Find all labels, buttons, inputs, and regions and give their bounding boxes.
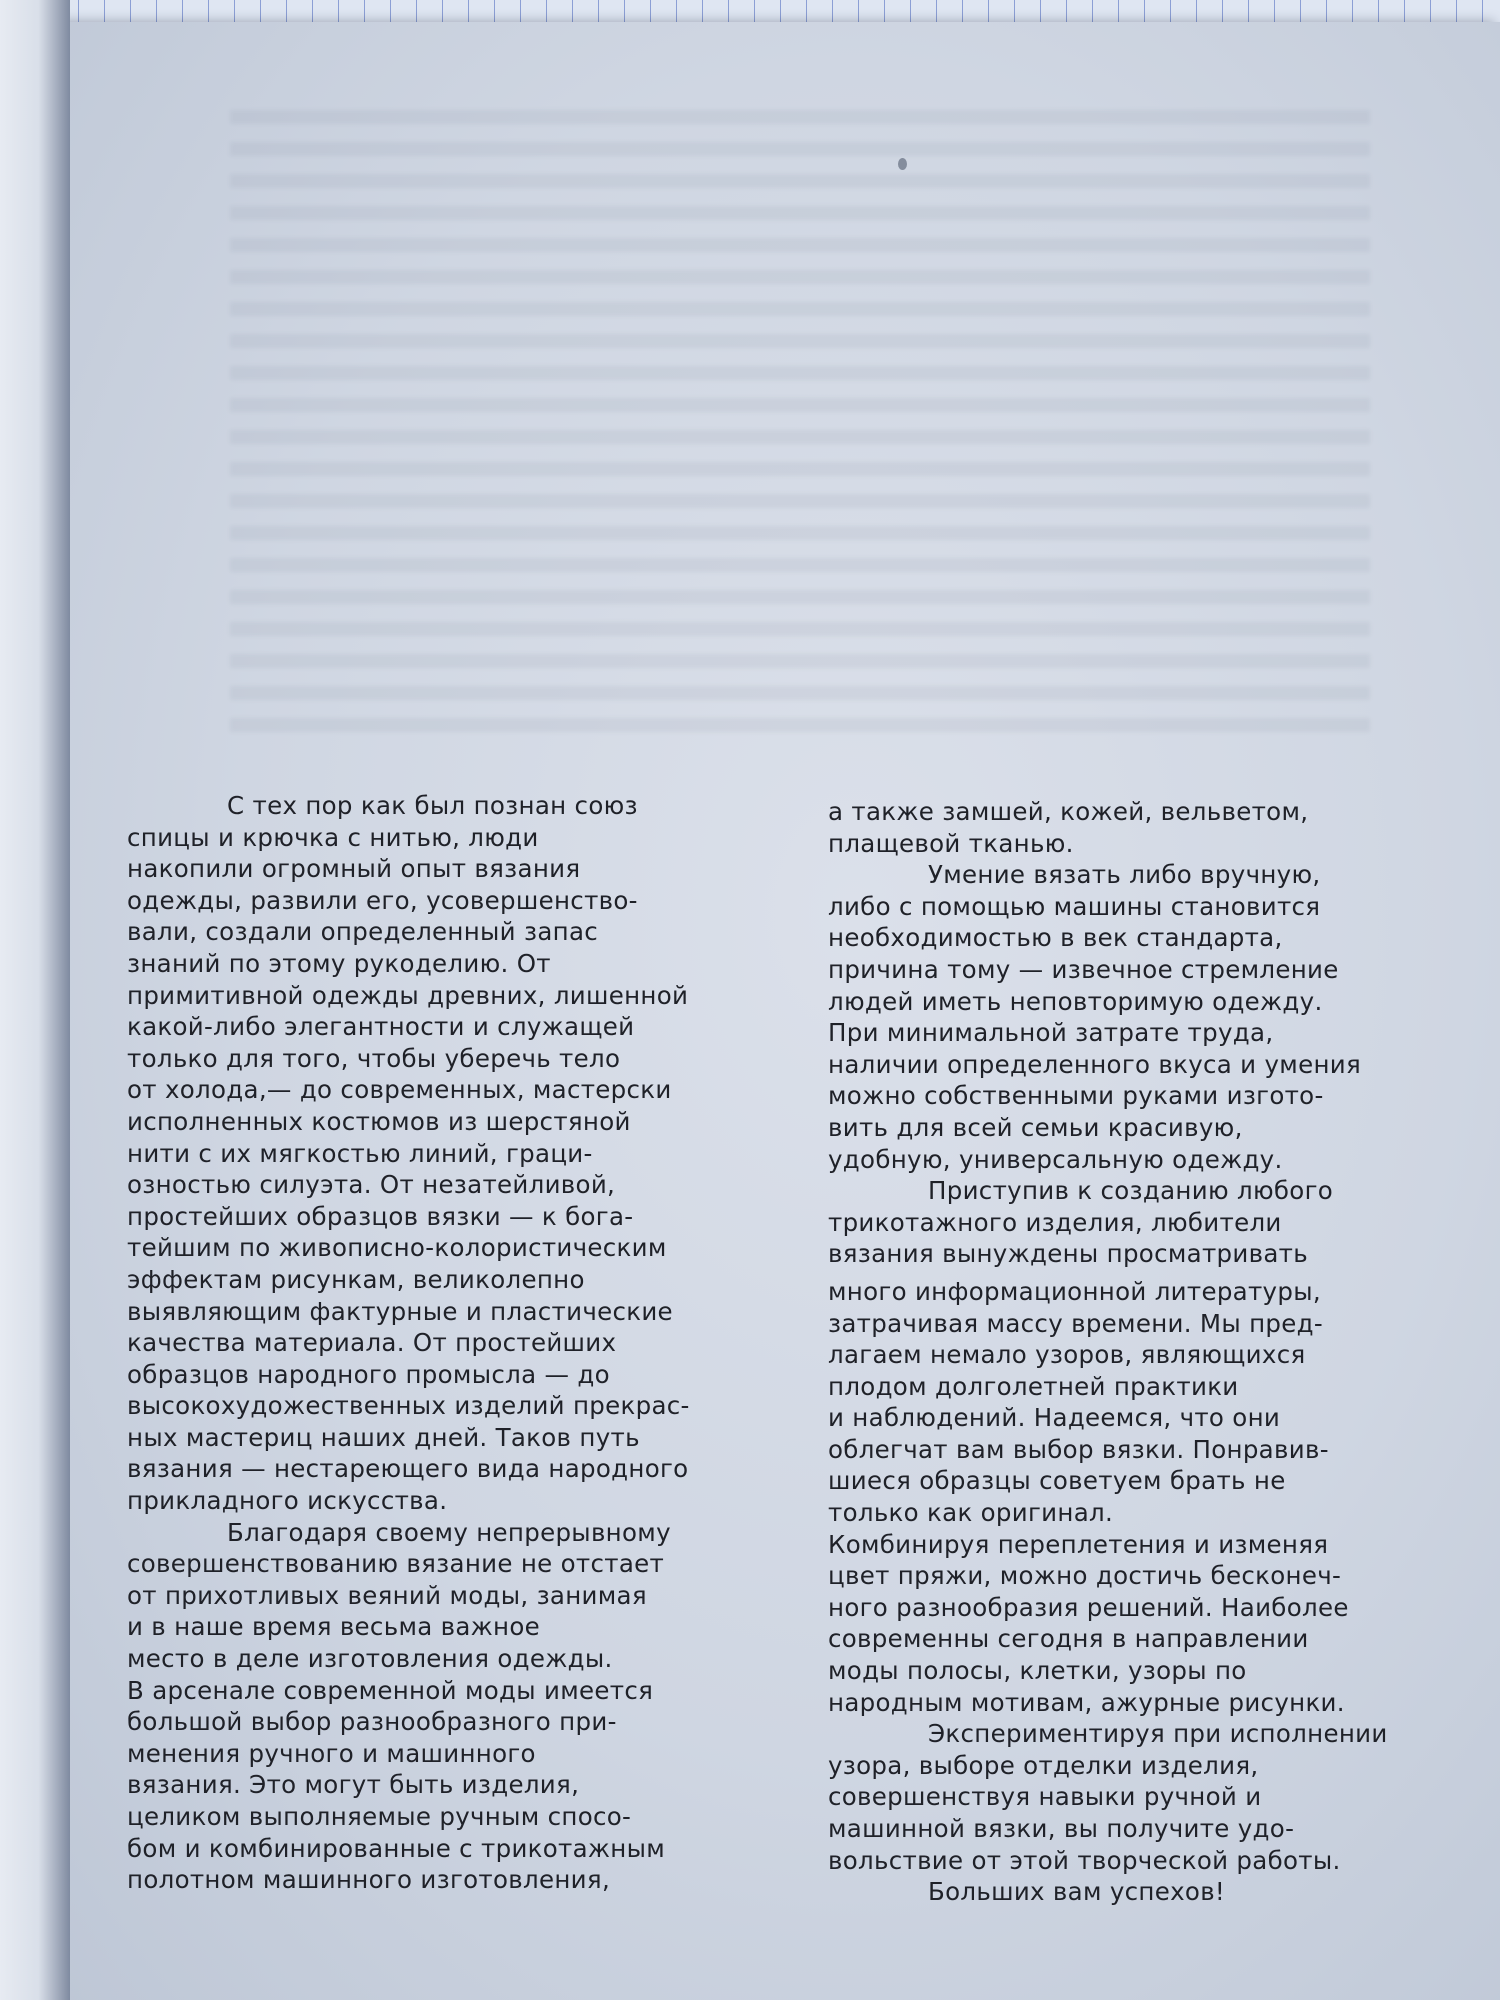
text-line: удобную, универсальную одежду.: [828, 1144, 1283, 1174]
text-line: причина тому — извечное стремление: [828, 954, 1339, 984]
text-line: можно собственными руками изгото-: [828, 1081, 1324, 1111]
text-line: тейшим по живописно-колористическим: [127, 1233, 667, 1263]
text-line: исполненных костюмов из шерстяной: [127, 1106, 631, 1136]
text-line: и в наше время весьма важное: [127, 1612, 541, 1642]
text-line: нити с их мягкостью линий, граци-: [127, 1138, 593, 1168]
text-line: цвет пряжи, можно достичь бесконеч-: [828, 1561, 1342, 1591]
text-line: В арсенале современной моды имеется: [127, 1675, 654, 1705]
text-line: менения ручного и машинного: [127, 1738, 536, 1768]
text-line: При минимальной затрате труда,: [828, 1018, 1274, 1048]
text-line: ного разнообразия решений. Наиболее: [828, 1592, 1349, 1622]
text-line: вали, создали определенный запас: [127, 917, 599, 947]
text-line: совершенствуя навыки ручной и: [828, 1782, 1262, 1812]
text-line: озностью силуэта. От незатейливой,: [127, 1170, 616, 1200]
text-line: трикотажного изделия, любители: [828, 1207, 1282, 1237]
text-line: спицы и крючка с нитью, люди: [127, 822, 539, 852]
text-line: совершенствованию вязание не отстает: [127, 1549, 665, 1579]
text-line: вольствие от этой творческой работы.: [828, 1845, 1341, 1875]
text-line: С тех пор как был познан союз: [227, 791, 638, 820]
text-line: плодом долголетней практики: [828, 1371, 1239, 1401]
text-line: людей иметь неповторимую одежду.: [828, 986, 1323, 1016]
text-line: примитивной одежды древних, лишенной: [127, 980, 689, 1010]
text-line: плащевой тканью.: [828, 828, 1074, 858]
text-line: шиеся образцы советуем брать не: [828, 1466, 1286, 1496]
text-line: вязания — нестареющего вида народного: [127, 1454, 689, 1484]
text-line: эффектам рисункам, великолепно: [127, 1264, 585, 1294]
text-line: необходимостью в век стандарта,: [828, 923, 1283, 953]
bleed-through-text: [230, 110, 1370, 750]
text-line: народным мотивам, ажурные рисунки.: [828, 1687, 1345, 1717]
text-line: лагаем немало узоров, являющихся: [828, 1340, 1306, 1370]
text-line: прикладного искусства.: [127, 1486, 448, 1516]
text-line: простейших образцов вязки — к бога-: [127, 1201, 634, 1231]
text-line: образцов народного промысла — до: [127, 1359, 610, 1389]
text-line: облегчат вам выбор вязки. Понравив-: [828, 1434, 1329, 1464]
text-line: какой-либо элегантности и служащей: [127, 1012, 635, 1042]
text-line: много информационной литературы,: [828, 1276, 1321, 1306]
text-line: целиком выполняемые ручным спосо-: [127, 1802, 632, 1831]
text-line: выявляющим фактурные и пластические: [127, 1296, 673, 1326]
text-line: от прихотливых веяний моды, занимая: [127, 1580, 647, 1610]
text-line: машинной вязки, вы получите удо-: [828, 1814, 1295, 1843]
text-line: Приступив к созданию любого: [928, 1176, 1334, 1206]
text-line: место в деле изготовления одежды.: [127, 1644, 613, 1674]
left-text-column: [127, 790, 777, 1896]
text-line: узора, выборе отделки изделия,: [828, 1750, 1259, 1780]
text-line: знаний по этому рукоделию. От: [127, 948, 551, 978]
text-line: затрачивая массу времени. Мы пред-: [828, 1308, 1324, 1338]
text-line: Умение вязать либо вручную,: [928, 860, 1321, 890]
text-line: а также замшей, кожей, вельветом,: [828, 797, 1309, 826]
text-line: от холода,— до современных, мастерски: [127, 1075, 672, 1105]
book-spine: [0, 0, 70, 2000]
text-line: вязания вынуждены просматривать: [828, 1239, 1308, 1269]
text-line: высокохудожественных изделий прекрас-: [127, 1391, 690, 1421]
text-line: полотном машинного изготовления,: [127, 1865, 611, 1895]
text-line: одежды, развили его, усовершенство-: [127, 885, 638, 915]
text-line: Экспериментируя при исполнении: [928, 1719, 1388, 1749]
text-line: и наблюдений. Надеемся, что они: [828, 1403, 1281, 1433]
text-line: только как оригинал.: [828, 1498, 1114, 1528]
text-line: вязания. Это могут быть изделия,: [127, 1770, 580, 1800]
paper-speck: [898, 158, 907, 170]
text-line: только для того, чтобы уберечь тело: [127, 1043, 621, 1073]
text-line: Комбинируя переплетения и изменяя: [828, 1529, 1329, 1559]
text-line: наличии определенного вкуса и умения: [828, 1049, 1362, 1079]
text-line: моды полосы, клетки, узоры по: [828, 1656, 1247, 1686]
text-line: ных мастериц наших дней. Таков путь: [127, 1422, 640, 1452]
text-line: Благодаря своему непрерывному: [227, 1517, 671, 1547]
text-line: накопили огромный опыт вязания: [127, 854, 581, 884]
text-line: качества материала. От простейших: [127, 1328, 617, 1358]
right-text-column: [828, 796, 1468, 1908]
text-line: бом и комбинированные с трикотажным: [127, 1833, 666, 1863]
text-line: большой выбор разнообразного при-: [127, 1707, 617, 1737]
text-line: вить для всей семьи красивую,: [828, 1112, 1243, 1142]
text-line: Больших вам успехов!: [928, 1877, 1226, 1907]
text-line: современны сегодня в направлении: [828, 1624, 1309, 1654]
text-line: либо с помощью машины становится: [828, 891, 1321, 921]
